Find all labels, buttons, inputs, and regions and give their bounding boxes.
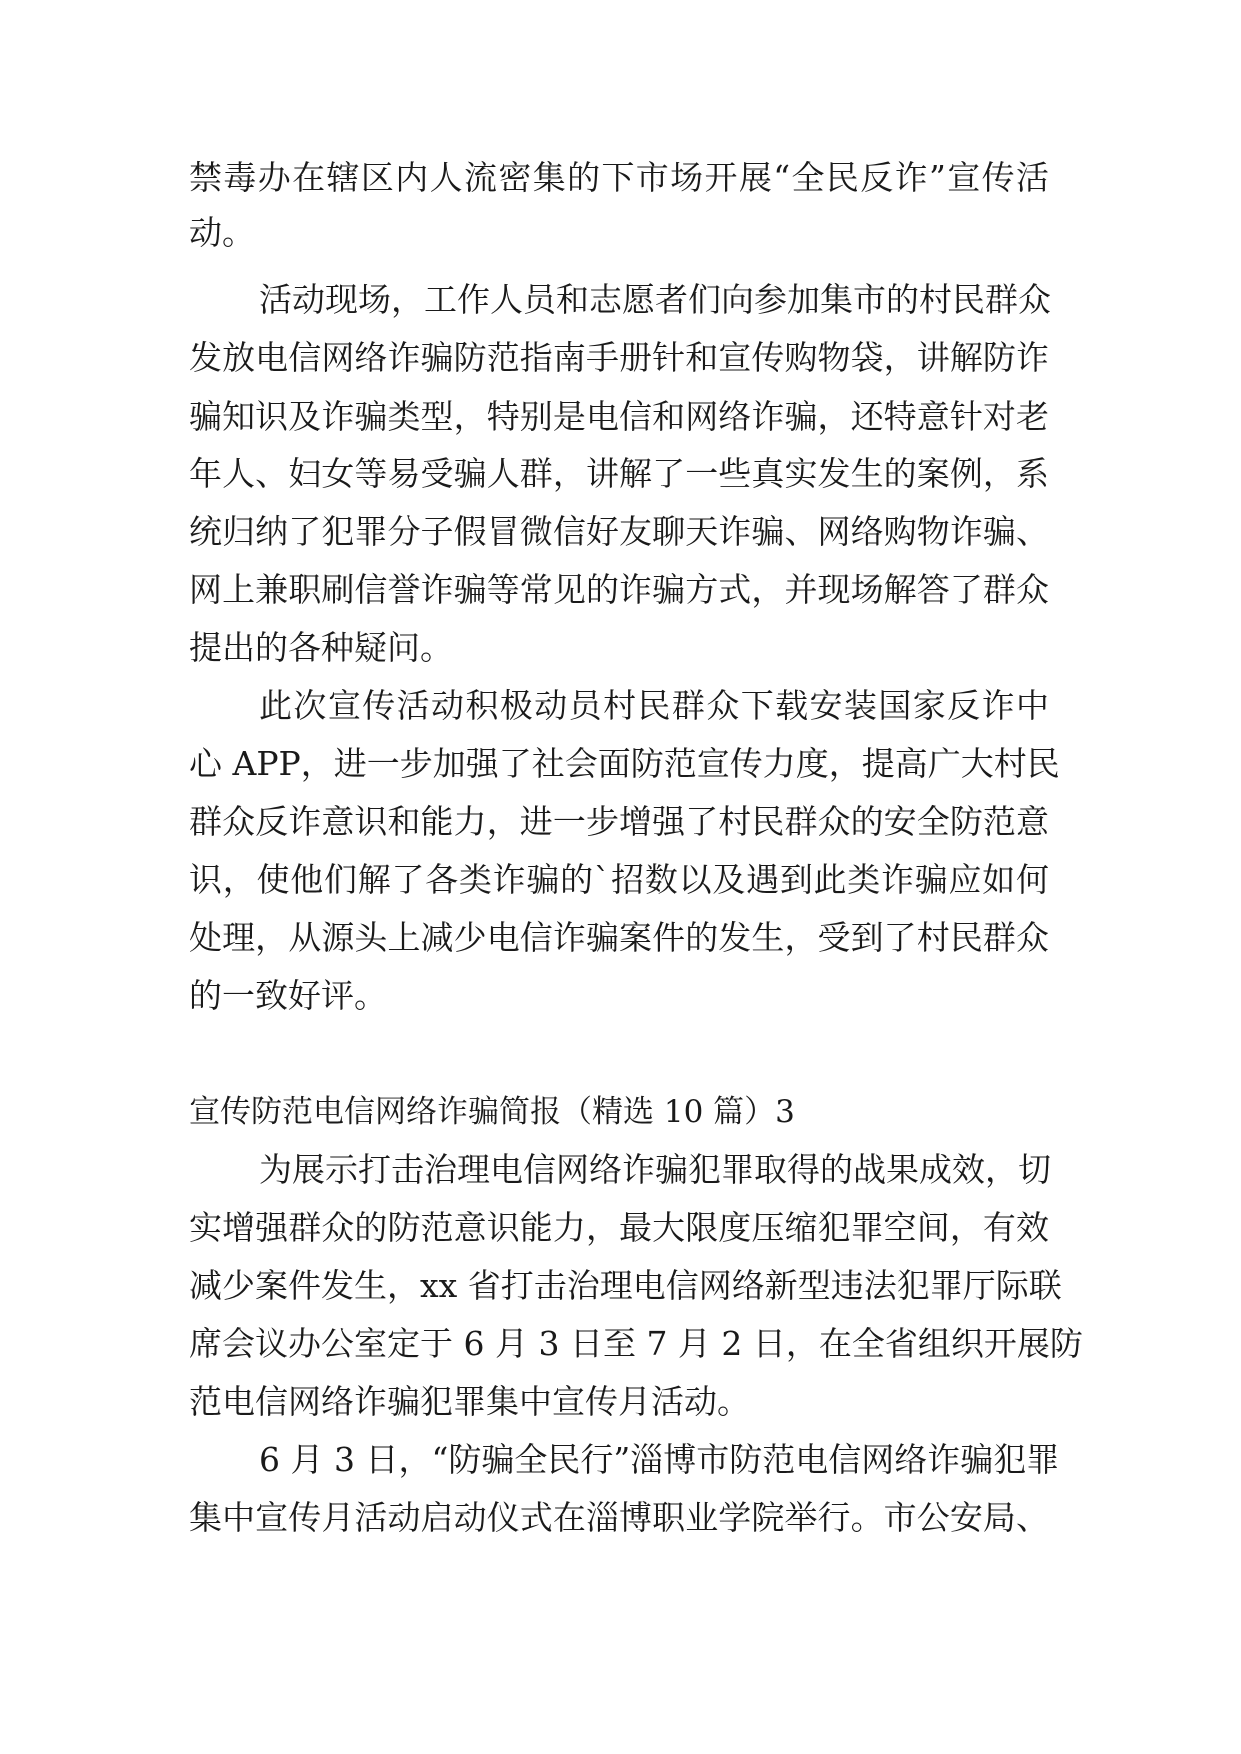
paragraph-3-line-1: 此次宣传活动积极动员村民群众下载安装国家反诈中 [259,686,1049,725]
paragraph-5-line-2: 集中宣传月活动启动仪式在淄博职业学院举行。市公安局、 [189,1498,1049,1537]
paragraph-4-line-3: 减少案件发生，xx 省打击治理电信网络新型违法犯罪厅际联 [189,1266,1062,1305]
paragraph-3-line-2: 心 APP，进一步加强了社会面防范宣传力度，提高广大村民 [189,744,1060,783]
paragraph-4-line-1: 为展示打击治理电信网络诈骗犯罪取得的战果成效，切 [259,1150,1051,1189]
paragraph-2-line-4: 年人、妇女等易受骗人群，讲解了一些真实发生的案例，系 [189,454,1049,493]
paragraph-2-line-6: 网上兼职刷信誉诈骗等常见的诈骗方式，并现场解答了群众 [189,570,1049,609]
paragraph-2-line-7: 提出的各种疑问。 [189,628,453,667]
paragraph-2-line-3: 骗知识及诈骗类型，特别是电信和网络诈骗，还特意针对老 [189,397,1049,436]
paragraph-2-line-5: 统归纳了犯罪分子假冒微信好友聊天诈骗、网络购物诈骗、 [189,512,1049,551]
section-heading: 宣传防范电信网络诈骗简报（精选 10 篇）3 [189,1094,795,1130]
paragraph-2-line-1: 活动现场，工作人员和志愿者们向参加集市的村民群众 [259,280,1051,319]
paragraph-1-line-2: 动。 [189,213,255,252]
paragraph-4-line-5: 范电信网络诈骗犯罪集中宣传月活动。 [189,1382,750,1421]
paragraph-1-line-1: 禁毒办在辖区内人流密集的下市场开展“全民反诈”宣传活 [189,158,1049,197]
paragraph-5-line-1: 6 月 3 日，“防骗全民行”淄博市防范电信网络诈骗犯罪 [259,1440,1060,1479]
paragraph-2-line-2: 发放电信网络诈骗防范指南手册针和宣传购物袋，讲解防诈 [189,338,1049,377]
paragraph-3-line-6: 的一致好评。 [189,976,387,1015]
paragraph-4-line-2: 实增强群众的防范意识能力，最大限度压缩犯罪空间，有效 [189,1208,1049,1247]
paragraph-3-line-4: 识，使他们解了各类诈骗的`招数以及遇到此类诈骗应如何 [189,860,1049,899]
paragraph-4-line-4: 席会议办公室定于 6 月 3 日至 7 月 2 日，在全省组织开展防 [189,1324,1083,1363]
paragraph-3-line-3: 群众反诈意识和能力，进一步增强了村民群众的安全防范意 [189,802,1049,841]
paragraph-3-line-5: 处理，从源头上减少电信诈骗案件的发生，受到了村民群众 [189,918,1049,957]
